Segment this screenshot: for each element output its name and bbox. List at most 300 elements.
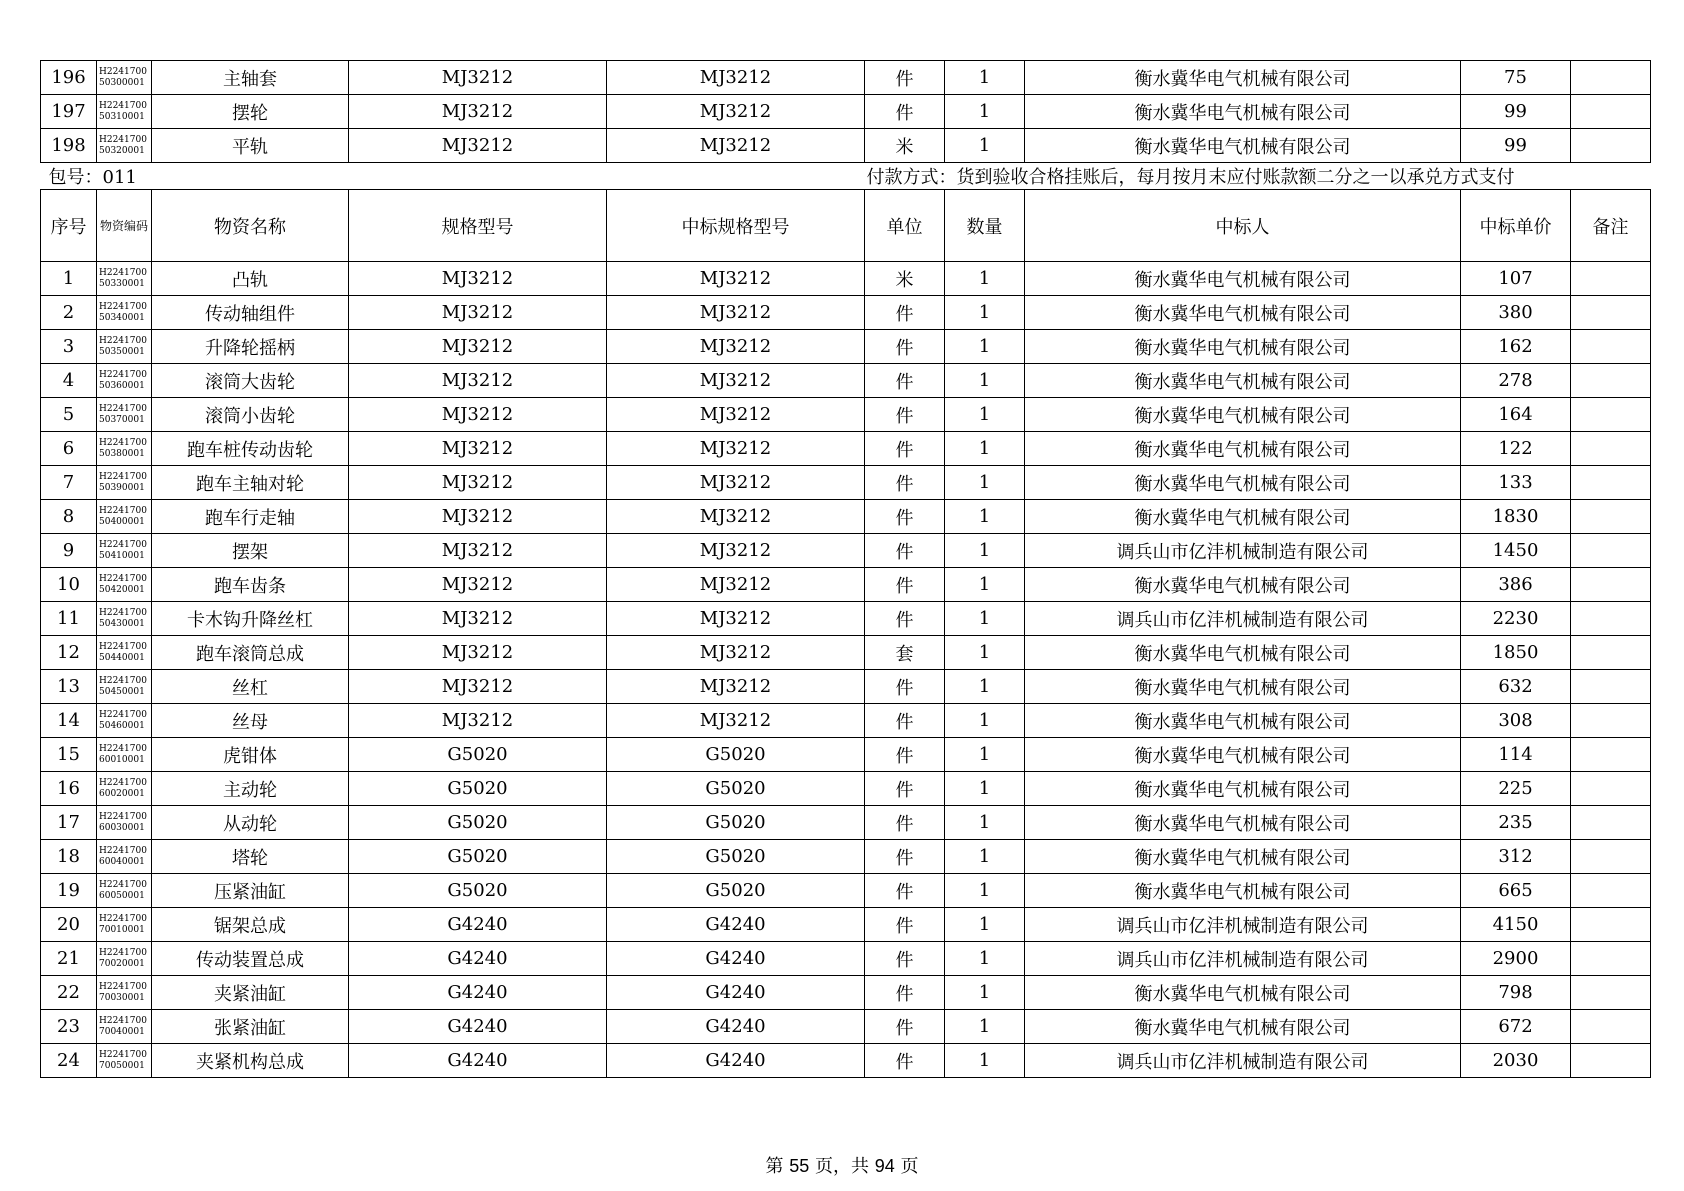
cell-name: 跑车桩传动齿轮 bbox=[152, 432, 349, 466]
cell-price: 632 bbox=[1461, 670, 1571, 704]
cell-qty: 1 bbox=[945, 1044, 1025, 1078]
cell-spec: G4240 bbox=[349, 908, 607, 942]
footer-prefix: 第 bbox=[765, 1156, 784, 1177]
cell-bid-spec: G5020 bbox=[607, 772, 865, 806]
cell-unit: 件 bbox=[865, 670, 945, 704]
cell-bid-spec: G5020 bbox=[607, 806, 865, 840]
cell-code: H2241700 60040001 bbox=[97, 840, 152, 874]
cell-bid-spec: G4240 bbox=[607, 908, 865, 942]
cell-name: 滚筒大齿轮 bbox=[152, 364, 349, 398]
cell-code: H2241700 50310001 bbox=[97, 95, 152, 129]
table-row bbox=[41, 500, 1651, 534]
cell-spec: MJ3212 bbox=[349, 704, 607, 738]
cell-unit: 件 bbox=[865, 330, 945, 364]
cell-seq: 196 bbox=[41, 61, 97, 95]
table-row bbox=[41, 61, 1651, 95]
cell-unit: 件 bbox=[865, 806, 945, 840]
cell-qty: 1 bbox=[945, 1010, 1025, 1044]
cell-note bbox=[1571, 330, 1651, 364]
table-row bbox=[41, 95, 1651, 129]
cell-seq: 7 bbox=[41, 466, 97, 500]
cell-winner: 衡水冀华电气机械有限公司 bbox=[1025, 129, 1461, 163]
cell-unit: 件 bbox=[865, 568, 945, 602]
cell-qty: 1 bbox=[945, 500, 1025, 534]
cell-bid-spec: MJ3212 bbox=[607, 534, 865, 568]
cell-winner: 衡水冀华电气机械有限公司 bbox=[1025, 704, 1461, 738]
header-code: 物资编码 bbox=[97, 190, 152, 262]
cell-price: 162 bbox=[1461, 330, 1571, 364]
cell-bid-spec: MJ3212 bbox=[607, 398, 865, 432]
cell-note bbox=[1571, 908, 1651, 942]
table-row bbox=[41, 636, 1651, 670]
cell-note bbox=[1571, 704, 1651, 738]
cell-code: H2241700 70030001 bbox=[97, 976, 152, 1010]
header-bid-spec: 中标规格型号 bbox=[607, 190, 865, 262]
cell-code: H2241700 50370001 bbox=[97, 398, 152, 432]
cell-spec: G5020 bbox=[349, 840, 607, 874]
cell-winner: 衡水冀华电气机械有限公司 bbox=[1025, 1010, 1461, 1044]
cell-name: 平轨 bbox=[152, 129, 349, 163]
cell-bid-spec: MJ3212 bbox=[607, 330, 865, 364]
cell-spec: MJ3212 bbox=[349, 568, 607, 602]
cell-unit: 件 bbox=[865, 772, 945, 806]
cell-unit: 件 bbox=[865, 704, 945, 738]
cell-seq: 19 bbox=[41, 874, 97, 908]
cell-qty: 1 bbox=[945, 432, 1025, 466]
cell-winner: 衡水冀华电气机械有限公司 bbox=[1025, 670, 1461, 704]
cell-seq: 6 bbox=[41, 432, 97, 466]
cell-bid-spec: MJ3212 bbox=[607, 670, 865, 704]
cell-price: 672 bbox=[1461, 1010, 1571, 1044]
cell-seq: 13 bbox=[41, 670, 97, 704]
cell-note bbox=[1571, 840, 1651, 874]
cell-qty: 1 bbox=[945, 670, 1025, 704]
cell-bid-spec: G4240 bbox=[607, 1010, 865, 1044]
cell-price: 114 bbox=[1461, 738, 1571, 772]
table-row bbox=[41, 976, 1651, 1010]
cell-bid-spec: MJ3212 bbox=[607, 636, 865, 670]
cell-unit: 件 bbox=[865, 296, 945, 330]
cell-note bbox=[1571, 568, 1651, 602]
cell-winner: 衡水冀华电气机械有限公司 bbox=[1025, 976, 1461, 1010]
cell-spec: G5020 bbox=[349, 738, 607, 772]
cell-seq: 10 bbox=[41, 568, 97, 602]
cell-seq: 21 bbox=[41, 942, 97, 976]
cell-name: 虎钳体 bbox=[152, 738, 349, 772]
cell-winner: 衡水冀华电气机械有限公司 bbox=[1025, 874, 1461, 908]
cell-code: H2241700 70020001 bbox=[97, 942, 152, 976]
cell-note bbox=[1571, 1010, 1651, 1044]
cell-note bbox=[1571, 670, 1651, 704]
cell-winner: 衡水冀华电气机械有限公司 bbox=[1025, 61, 1461, 95]
cell-qty: 1 bbox=[945, 704, 1025, 738]
table-row bbox=[41, 942, 1651, 976]
cell-code: H2241700 50340001 bbox=[97, 296, 152, 330]
cell-winner: 衡水冀华电气机械有限公司 bbox=[1025, 772, 1461, 806]
table-row bbox=[41, 534, 1651, 568]
cell-winner: 衡水冀华电气机械有限公司 bbox=[1025, 432, 1461, 466]
cell-price: 164 bbox=[1461, 398, 1571, 432]
cell-name: 塔轮 bbox=[152, 840, 349, 874]
cell-name: 压紧油缸 bbox=[152, 874, 349, 908]
cell-unit: 件 bbox=[865, 1044, 945, 1078]
cell-code: H2241700 70010001 bbox=[97, 908, 152, 942]
cell-winner: 衡水冀华电气机械有限公司 bbox=[1025, 500, 1461, 534]
cell-spec: MJ3212 bbox=[349, 466, 607, 500]
cell-spec: G5020 bbox=[349, 772, 607, 806]
cell-spec: MJ3212 bbox=[349, 432, 607, 466]
cell-note bbox=[1571, 636, 1651, 670]
package-spacer bbox=[152, 163, 865, 190]
cell-code: H2241700 50350001 bbox=[97, 330, 152, 364]
header-seq: 序号 bbox=[41, 190, 97, 262]
cell-spec: MJ3212 bbox=[349, 636, 607, 670]
cell-bid-spec: MJ3212 bbox=[607, 129, 865, 163]
cell-note bbox=[1571, 262, 1651, 296]
procurement-table bbox=[40, 60, 1651, 1078]
cell-winner: 衡水冀华电气机械有限公司 bbox=[1025, 636, 1461, 670]
cell-spec: MJ3212 bbox=[349, 534, 607, 568]
cell-bid-spec: MJ3212 bbox=[607, 262, 865, 296]
cell-seq: 4 bbox=[41, 364, 97, 398]
cell-name: 丝母 bbox=[152, 704, 349, 738]
table-row bbox=[41, 738, 1651, 772]
cell-code: H2241700 50450001 bbox=[97, 670, 152, 704]
cell-name: 张紧油缸 bbox=[152, 1010, 349, 1044]
cell-winner: 衡水冀华电气机械有限公司 bbox=[1025, 95, 1461, 129]
cell-seq: 12 bbox=[41, 636, 97, 670]
cell-price: 107 bbox=[1461, 262, 1571, 296]
item-rows bbox=[41, 262, 1651, 1078]
cell-qty: 1 bbox=[945, 602, 1025, 636]
cell-note bbox=[1571, 874, 1651, 908]
cell-price: 122 bbox=[1461, 432, 1571, 466]
cell-qty: 1 bbox=[945, 129, 1025, 163]
cell-spec: MJ3212 bbox=[349, 95, 607, 129]
cell-note bbox=[1571, 466, 1651, 500]
cell-code: H2241700 60030001 bbox=[97, 806, 152, 840]
cell-qty: 1 bbox=[945, 466, 1025, 500]
cell-seq: 2 bbox=[41, 296, 97, 330]
cell-winner: 衡水冀华电气机械有限公司 bbox=[1025, 738, 1461, 772]
cell-bid-spec: MJ3212 bbox=[607, 61, 865, 95]
cell-unit: 件 bbox=[865, 534, 945, 568]
cell-note bbox=[1571, 738, 1651, 772]
package-info bbox=[41, 163, 1651, 190]
cell-name: 传动轴组件 bbox=[152, 296, 349, 330]
cell-price: 1830 bbox=[1461, 500, 1571, 534]
cell-price: 2900 bbox=[1461, 942, 1571, 976]
cell-spec: G4240 bbox=[349, 1010, 607, 1044]
cell-bid-spec: MJ3212 bbox=[607, 704, 865, 738]
cell-price: 278 bbox=[1461, 364, 1571, 398]
cell-name: 卡木钩升降丝杠 bbox=[152, 602, 349, 636]
cell-note bbox=[1571, 976, 1651, 1010]
table-row bbox=[41, 704, 1651, 738]
cell-note bbox=[1571, 500, 1651, 534]
cell-price: 380 bbox=[1461, 296, 1571, 330]
cell-spec: MJ3212 bbox=[349, 262, 607, 296]
header-spec: 规格型号 bbox=[349, 190, 607, 262]
cell-name: 摆架 bbox=[152, 534, 349, 568]
cell-bid-spec: G4240 bbox=[607, 976, 865, 1010]
cell-code: H2241700 50400001 bbox=[97, 500, 152, 534]
cell-winner: 调兵山市亿沣机械制造有限公司 bbox=[1025, 602, 1461, 636]
cell-name: 从动轮 bbox=[152, 806, 349, 840]
cell-seq: 9 bbox=[41, 534, 97, 568]
cell-spec: MJ3212 bbox=[349, 500, 607, 534]
header-qty: 数量 bbox=[945, 190, 1025, 262]
table-row bbox=[41, 262, 1651, 296]
cell-unit: 米 bbox=[865, 262, 945, 296]
cell-price: 798 bbox=[1461, 976, 1571, 1010]
cell-qty: 1 bbox=[945, 942, 1025, 976]
cell-note bbox=[1571, 772, 1651, 806]
cell-unit: 件 bbox=[865, 874, 945, 908]
cell-seq: 23 bbox=[41, 1010, 97, 1044]
cell-name: 摆轮 bbox=[152, 95, 349, 129]
cell-spec: G5020 bbox=[349, 806, 607, 840]
cell-price: 99 bbox=[1461, 129, 1571, 163]
cell-code: H2241700 50390001 bbox=[97, 466, 152, 500]
cell-spec: G4240 bbox=[349, 942, 607, 976]
cell-code: H2241700 50320001 bbox=[97, 129, 152, 163]
cell-code: H2241700 50300001 bbox=[97, 61, 152, 95]
header-note: 备注 bbox=[1571, 190, 1651, 262]
cell-price: 1450 bbox=[1461, 534, 1571, 568]
cell-bid-spec: MJ3212 bbox=[607, 568, 865, 602]
cell-winner: 衡水冀华电气机械有限公司 bbox=[1025, 398, 1461, 432]
footer-total-pages: 94 bbox=[874, 1156, 895, 1176]
cell-note bbox=[1571, 398, 1651, 432]
cell-code: H2241700 60020001 bbox=[97, 772, 152, 806]
table-row bbox=[41, 398, 1651, 432]
footer-suffix: 页 bbox=[900, 1156, 919, 1177]
cell-winner: 衡水冀华电气机械有限公司 bbox=[1025, 330, 1461, 364]
cell-qty: 1 bbox=[945, 95, 1025, 129]
cell-code: H2241700 60010001 bbox=[97, 738, 152, 772]
cell-code: H2241700 60050001 bbox=[97, 874, 152, 908]
table-row bbox=[41, 568, 1651, 602]
cell-name: 传动装置总成 bbox=[152, 942, 349, 976]
cell-note bbox=[1571, 296, 1651, 330]
table-row bbox=[41, 772, 1651, 806]
table-row bbox=[41, 908, 1651, 942]
table-row bbox=[41, 296, 1651, 330]
cell-price: 665 bbox=[1461, 874, 1571, 908]
cell-spec: MJ3212 bbox=[349, 129, 607, 163]
payment-terms: 付款方式：货到验收合格挂账后，每月按月末应付账款额二分之一以承兑方式支付 bbox=[865, 163, 1651, 190]
cell-spec: MJ3212 bbox=[349, 602, 607, 636]
cell-qty: 1 bbox=[945, 806, 1025, 840]
cell-spec: G5020 bbox=[349, 874, 607, 908]
cell-seq: 22 bbox=[41, 976, 97, 1010]
cell-seq: 8 bbox=[41, 500, 97, 534]
cell-bid-spec: MJ3212 bbox=[607, 364, 865, 398]
cell-spec: MJ3212 bbox=[349, 61, 607, 95]
cell-winner: 衡水冀华电气机械有限公司 bbox=[1025, 296, 1461, 330]
document-page bbox=[40, 60, 1651, 1078]
cell-code: H2241700 50430001 bbox=[97, 602, 152, 636]
cell-qty: 1 bbox=[945, 636, 1025, 670]
cell-price: 225 bbox=[1461, 772, 1571, 806]
cell-qty: 1 bbox=[945, 61, 1025, 95]
cell-seq: 1 bbox=[41, 262, 97, 296]
cell-qty: 1 bbox=[945, 398, 1025, 432]
cell-price: 235 bbox=[1461, 806, 1571, 840]
cell-note bbox=[1571, 432, 1651, 466]
cell-price: 2030 bbox=[1461, 1044, 1571, 1078]
cell-qty: 1 bbox=[945, 262, 1025, 296]
previous-rows bbox=[41, 61, 1651, 163]
cell-note bbox=[1571, 534, 1651, 568]
cell-name: 跑车齿条 bbox=[152, 568, 349, 602]
table-row bbox=[41, 466, 1651, 500]
cell-code: H2241700 50410001 bbox=[97, 534, 152, 568]
table-row bbox=[41, 129, 1651, 163]
cell-price: 312 bbox=[1461, 840, 1571, 874]
table-row bbox=[41, 602, 1651, 636]
cell-unit: 件 bbox=[865, 738, 945, 772]
cell-bid-spec: MJ3212 bbox=[607, 296, 865, 330]
header-price: 中标单价 bbox=[1461, 190, 1571, 262]
table-row bbox=[41, 874, 1651, 908]
cell-qty: 1 bbox=[945, 534, 1025, 568]
cell-spec: MJ3212 bbox=[349, 670, 607, 704]
cell-code: H2241700 50440001 bbox=[97, 636, 152, 670]
cell-price: 386 bbox=[1461, 568, 1571, 602]
table-row bbox=[41, 840, 1651, 874]
table-row bbox=[41, 330, 1651, 364]
cell-price: 99 bbox=[1461, 95, 1571, 129]
cell-qty: 1 bbox=[945, 330, 1025, 364]
cell-qty: 1 bbox=[945, 874, 1025, 908]
cell-name: 滚筒小齿轮 bbox=[152, 398, 349, 432]
table-row bbox=[41, 670, 1651, 704]
cell-name: 主轴套 bbox=[152, 61, 349, 95]
cell-note bbox=[1571, 806, 1651, 840]
cell-name: 夹紧机构总成 bbox=[152, 1044, 349, 1078]
cell-seq: 20 bbox=[41, 908, 97, 942]
cell-qty: 1 bbox=[945, 568, 1025, 602]
table-header bbox=[41, 190, 1651, 262]
table-row bbox=[41, 432, 1651, 466]
footer-page-number: 55 bbox=[789, 1156, 810, 1176]
cell-price: 308 bbox=[1461, 704, 1571, 738]
cell-code: H2241700 50460001 bbox=[97, 704, 152, 738]
cell-note bbox=[1571, 942, 1651, 976]
cell-bid-spec: MJ3212 bbox=[607, 95, 865, 129]
cell-winner: 衡水冀华电气机械有限公司 bbox=[1025, 568, 1461, 602]
cell-qty: 1 bbox=[945, 364, 1025, 398]
cell-unit: 件 bbox=[865, 500, 945, 534]
cell-spec: MJ3212 bbox=[349, 296, 607, 330]
cell-code: H2241700 50420001 bbox=[97, 568, 152, 602]
table-row bbox=[41, 1044, 1651, 1078]
cell-winner: 衡水冀华电气机械有限公司 bbox=[1025, 806, 1461, 840]
cell-note bbox=[1571, 364, 1651, 398]
cell-note bbox=[1571, 1044, 1651, 1078]
cell-note bbox=[1571, 602, 1651, 636]
cell-winner: 衡水冀华电气机械有限公司 bbox=[1025, 262, 1461, 296]
cell-unit: 件 bbox=[865, 942, 945, 976]
cell-winner: 调兵山市亿沣机械制造有限公司 bbox=[1025, 1044, 1461, 1078]
cell-seq: 24 bbox=[41, 1044, 97, 1078]
page-footer bbox=[0, 1152, 1684, 1178]
cell-seq: 11 bbox=[41, 602, 97, 636]
cell-name: 跑车主轴对轮 bbox=[152, 466, 349, 500]
cell-qty: 1 bbox=[945, 738, 1025, 772]
cell-bid-spec: MJ3212 bbox=[607, 432, 865, 466]
cell-unit: 件 bbox=[865, 61, 945, 95]
cell-price: 133 bbox=[1461, 466, 1571, 500]
cell-seq: 198 bbox=[41, 129, 97, 163]
cell-winner: 衡水冀华电气机械有限公司 bbox=[1025, 466, 1461, 500]
cell-spec: MJ3212 bbox=[349, 364, 607, 398]
cell-name: 主动轮 bbox=[152, 772, 349, 806]
cell-unit: 套 bbox=[865, 636, 945, 670]
cell-winner: 调兵山市亿沣机械制造有限公司 bbox=[1025, 942, 1461, 976]
cell-seq: 17 bbox=[41, 806, 97, 840]
header-unit: 单位 bbox=[865, 190, 945, 262]
cell-code: H2241700 50330001 bbox=[97, 262, 152, 296]
cell-code: H2241700 70050001 bbox=[97, 1044, 152, 1078]
package-label: 包号：011 bbox=[41, 163, 152, 190]
cell-code: H2241700 50380001 bbox=[97, 432, 152, 466]
cell-name: 锯架总成 bbox=[152, 908, 349, 942]
table-row bbox=[41, 364, 1651, 398]
cell-bid-spec: MJ3212 bbox=[607, 466, 865, 500]
cell-spec: MJ3212 bbox=[349, 398, 607, 432]
cell-name: 升降轮摇柄 bbox=[152, 330, 349, 364]
cell-unit: 件 bbox=[865, 840, 945, 874]
cell-unit: 米 bbox=[865, 129, 945, 163]
cell-seq: 5 bbox=[41, 398, 97, 432]
cell-unit: 件 bbox=[865, 602, 945, 636]
cell-winner: 衡水冀华电气机械有限公司 bbox=[1025, 364, 1461, 398]
cell-seq: 18 bbox=[41, 840, 97, 874]
cell-qty: 1 bbox=[945, 908, 1025, 942]
cell-qty: 1 bbox=[945, 772, 1025, 806]
cell-bid-spec: G5020 bbox=[607, 874, 865, 908]
cell-unit: 件 bbox=[865, 1010, 945, 1044]
cell-seq: 197 bbox=[41, 95, 97, 129]
footer-middle: 页，共 bbox=[815, 1156, 869, 1177]
cell-unit: 件 bbox=[865, 398, 945, 432]
table-row bbox=[41, 1010, 1651, 1044]
cell-bid-spec: G5020 bbox=[607, 738, 865, 772]
cell-price: 75 bbox=[1461, 61, 1571, 95]
cell-unit: 件 bbox=[865, 466, 945, 500]
cell-unit: 件 bbox=[865, 432, 945, 466]
cell-spec: G4240 bbox=[349, 976, 607, 1010]
header-name: 物资名称 bbox=[152, 190, 349, 262]
cell-winner: 调兵山市亿沣机械制造有限公司 bbox=[1025, 908, 1461, 942]
table-row bbox=[41, 806, 1651, 840]
cell-name: 丝杠 bbox=[152, 670, 349, 704]
cell-note bbox=[1571, 61, 1651, 95]
cell-price: 4150 bbox=[1461, 908, 1571, 942]
cell-code: H2241700 50360001 bbox=[97, 364, 152, 398]
cell-price: 1850 bbox=[1461, 636, 1571, 670]
cell-name: 夹紧油缸 bbox=[152, 976, 349, 1010]
cell-winner: 衡水冀华电气机械有限公司 bbox=[1025, 840, 1461, 874]
cell-bid-spec: MJ3212 bbox=[607, 602, 865, 636]
header-winner: 中标人 bbox=[1025, 190, 1461, 262]
cell-bid-spec: G4240 bbox=[607, 942, 865, 976]
cell-unit: 件 bbox=[865, 908, 945, 942]
cell-qty: 1 bbox=[945, 296, 1025, 330]
